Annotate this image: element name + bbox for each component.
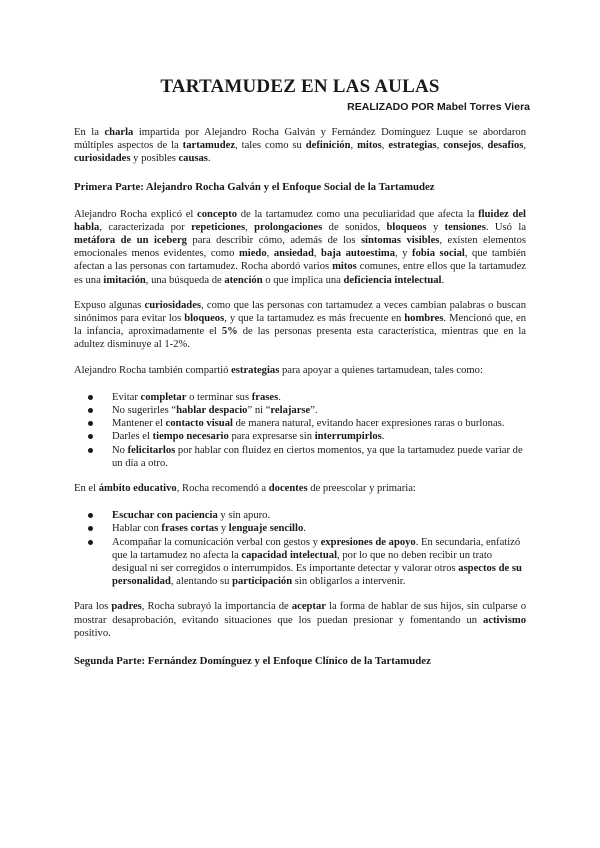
bold-term: felicitarlos [127,444,176,456]
paragraph-strategies: Alejandro Rocha también compartió estrategias para apoyar a quienes tartamudean, tales como: [74,364,483,376]
bold-term: frases cortas [161,523,219,535]
bold-term: tensiones [444,221,486,233]
bold-term: concepto [197,208,238,220]
list-item: Hablar con frases cortas y lenguaje sencillo. [112,522,526,535]
bold-term: curiosidades [74,153,131,165]
list-item: Darles el tiempo necesario para expresarse sin interrumpirlos. [112,430,526,443]
bold-term: charla [104,127,134,138]
bold-term: ansiedad [273,248,314,260]
bold-term: bloqueos [184,313,225,325]
bold-term: curiosidades [144,299,202,311]
strategies-list [74,391,526,470]
bold-term: miedo [238,248,267,260]
bold-term: síntomas visibles [360,235,440,247]
section-2-heading: Segunda Parte: Fernández Domínguez y el Enfoque Clínico de la Tartamudez [74,655,431,668]
bold-term: aceptar [291,601,326,613]
bold-term: repeticiones [191,221,246,233]
bold-term: deficiencia intelectual [343,274,442,286]
list-item: No sugerirles “hablar despacio” ni “relajarse”. [112,404,526,417]
bold-term: relajarse [270,405,311,417]
bold-term: padres [111,601,142,613]
paragraph-curiosities: Expuso algunas curiosidades, como que las personas con tartamudez a veces cambian palabras o buscan sinónimos para evitar los bloqueos, y que la tartamudez es más frecuente en hombres. Mencionó que, en la infancia, aproximadamente el 5% de las personas presenta esta característica, mientras que en la adultez disminuye al 1-2%. [74,299,526,351]
list-item: No felicitarlos por hablar con fluidez en ciertos momentos, ya que la tartamudez puede variar de un día a otro. [112,444,526,470]
list-item: Evitar completar o terminar sus frases. [112,391,526,404]
bold-term: contacto visual [165,418,233,430]
bold-term: atención [224,274,263,286]
bold-term: ámbito educativo [98,483,177,495]
bold-term: consejos [443,140,481,152]
author-line: REALIZADO POR Mabel Torres Viera [347,101,530,113]
section-1-heading: Primera Parte: Alejandro Rocha Galván y el Enfoque Social de la Tartamudez [74,180,435,193]
document-title: TARTAMUDEZ EN LAS AULAS [160,76,440,97]
bold-term: desafíos [487,140,524,152]
bold-term: aspectos de su personalidad [112,563,522,588]
bold-term: interrumpirlos [314,431,382,443]
bold-term: tartamudez [182,140,236,152]
bold-term: expresiones de apoyo [320,536,416,548]
bold-term: prolongaciones [254,221,323,233]
paragraph-education: En el ámbito educativo, Rocha recomendó a docentes de preescolar y primaria: [74,483,416,495]
bold-term: activismo [483,614,526,626]
bold-term: 5% [221,326,238,338]
bold-term: imitación [103,274,146,286]
bold-term: hablar despacio [176,405,248,417]
list-item: Escuchar con paciencia y sin apuro. [112,509,526,522]
bold-term: frases [251,391,279,403]
bold-term: lenguaje sencillo [228,523,304,535]
bold-term: definición [305,140,351,152]
bold-term: tiempo necesario [152,431,229,443]
bold-term: estrategias [231,364,280,376]
list-item: Acompañar la comunicación verbal con gestos y expresiones de apoyo. En secundaria, enfatizó que la tartamudez no afecta la capacidad intelectual, por lo que no deben recibir un trato desigual ni ser corregidos o interrumpidos. Es importante detectar y valorar otros aspectos de su personalidad, alentando su participación sin obligarlos a intervenir. [112,536,526,589]
bold-term: estrategias [388,140,437,152]
paragraph-concept: Alejandro Rocha explicó el concepto de la tartamudez como una peculiaridad que afecta la fluidez del habla, caracterizada por repeticiones, prolongaciones de sonidos, bloqueos y tensiones. Usó la metáfora de un iceberg para describir cómo, además de los síntomas visibles, existen elementos emocionales menos evidentes, como miedo, ansiedad, baja autoestima, y fobia social, que también afectan a las personas con tartamudez. Rocha abordó varios mitos comunes, entre ellos que la tartamudez es una imitación, una búsqueda de atención o que implica una deficiencia intelectual. [74,208,527,286]
bold-term: docentes [268,483,308,495]
bold-term: hombres [404,313,444,325]
bold-term: completar [140,391,187,403]
paragraph-parents: Para los padres, Rocha subrayó la importancia de aceptar la forma de hablar de sus hijos, sin culparse o mostrar desaprobación, evitando situaciones que los puedan presionar y fomentando un activismo positivo. [74,601,527,639]
list-item: Mantener el contacto visual de manera natural, evitando hacer expresiones raras o burlonas. [112,417,526,430]
education-list [74,509,526,588]
bold-term: metáfora de un iceberg [74,235,187,247]
bold-term: mitos [357,140,382,152]
bold-term: mitos [332,261,357,273]
bold-term: causas [178,153,208,165]
intro-paragraph: En la charla impartida por Alejandro Rocha Galván y Fernández Domínguez Luque se abordaron múltiples aspectos de la tartamudez, tales como su definición, mitos, estrategias, consejos, desafíos, curiosidades y posibles causas. [74,127,527,165]
bold-term: fobia social [412,248,465,260]
bold-term: capacidad intelectual [241,549,338,561]
bold-term: bloqueos [386,221,427,233]
bold-term: baja autoestima [321,248,396,260]
bold-term: fluidez del habla [74,208,526,233]
bold-term: Escuchar con paciencia [112,510,218,522]
bold-term: participación [232,576,293,588]
